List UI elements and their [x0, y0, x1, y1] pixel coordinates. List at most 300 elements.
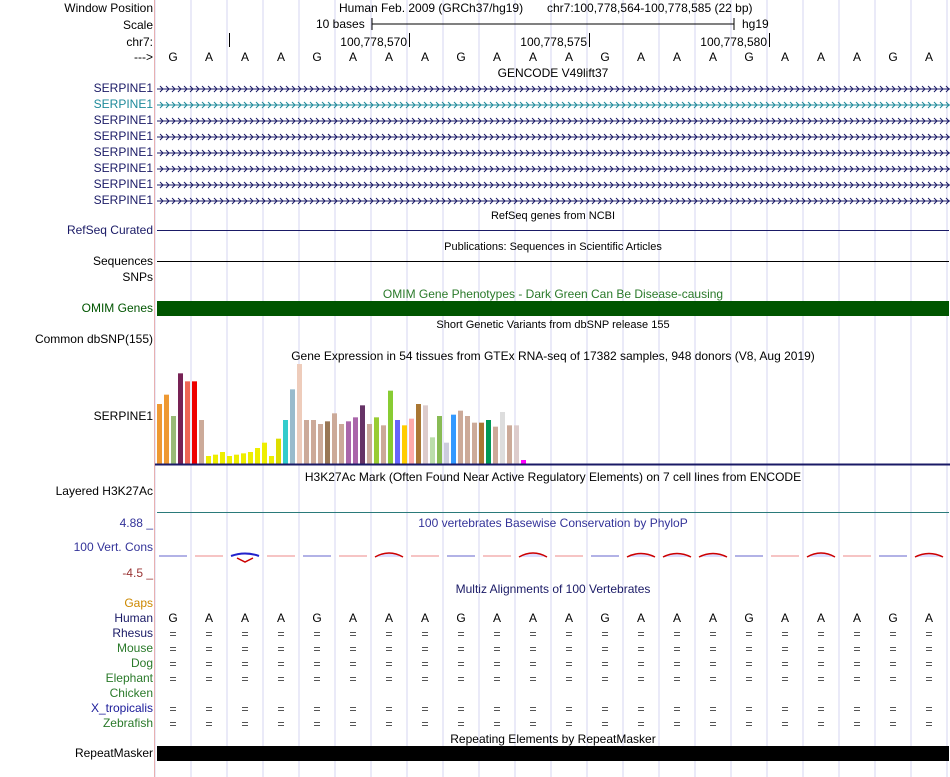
gtex-tissue-bar[interactable] [353, 417, 358, 464]
base-letter: G [456, 50, 466, 64]
match-mark [494, 635, 500, 636]
base-letter: A [384, 50, 393, 64]
match-mark [386, 632, 392, 633]
gtex-tissue-bar[interactable] [493, 427, 498, 464]
gtex-tissue-bar[interactable] [283, 420, 288, 464]
match-mark [566, 647, 572, 648]
match-mark [206, 725, 212, 726]
match-mark [818, 725, 824, 726]
gtex-tissue-bar[interactable] [430, 437, 435, 464]
gtex-tissue-bar[interactable] [465, 416, 470, 464]
phylop-peak [627, 554, 655, 558]
dbsnp-title: Short Genetic Variants from dbSNP release 155 [436, 319, 670, 331]
gtex-tissue-bar[interactable] [185, 381, 190, 464]
match-mark [710, 725, 716, 726]
match-mark [422, 725, 428, 726]
base-letter: A [204, 50, 213, 64]
scale-bar [370, 17, 736, 31]
gtex-tissue-bar[interactable] [262, 443, 267, 464]
base-letter: A [636, 50, 645, 64]
gtex-tissue-bar[interactable] [192, 381, 197, 464]
match-mark [746, 662, 752, 663]
gencode-gene-label[interactable]: SERPINE1 [93, 81, 153, 95]
match-mark [278, 647, 284, 648]
gtex-tissue-bar[interactable] [451, 415, 456, 464]
gtex-tissue-bar[interactable] [374, 417, 379, 464]
match-mark [566, 725, 572, 726]
match-mark [278, 662, 284, 663]
match-mark [782, 635, 788, 636]
match-mark [710, 635, 716, 636]
match-mark [854, 680, 860, 681]
gene-model[interactable] [157, 197, 950, 205]
match-mark [674, 725, 680, 726]
gtex-label[interactable]: SERPINE1 [93, 409, 153, 423]
match-mark [818, 677, 824, 678]
match-mark [674, 635, 680, 636]
match-mark [458, 650, 464, 651]
match-mark [710, 707, 716, 708]
match-mark [746, 722, 752, 723]
match-mark [170, 647, 176, 648]
match-mark [422, 635, 428, 636]
refseq-title: RefSeq genes from NCBI [490, 210, 616, 222]
gtex-tissue-bar[interactable] [479, 423, 484, 464]
match-mark [242, 707, 248, 708]
phylop-title: 100 vertebrates Basewise Conservation by PhyloP [418, 516, 688, 530]
match-mark [710, 665, 716, 666]
gencode-gene-label[interactable]: SERPINE1 [93, 129, 153, 143]
gene-model[interactable] [157, 149, 950, 157]
match-mark [746, 647, 752, 648]
coordinate-tick [589, 33, 590, 47]
gene-model[interactable] [157, 133, 950, 141]
match-mark [926, 680, 932, 681]
match-mark [710, 677, 716, 678]
match-mark [566, 710, 572, 711]
match-mark [710, 647, 716, 648]
match-mark [458, 680, 464, 681]
pubs-line [157, 261, 949, 262]
match-mark [602, 710, 608, 711]
match-mark [278, 707, 284, 708]
h3k27ac-label[interactable]: Layered H3K27Ac [55, 484, 153, 498]
match-mark [818, 635, 824, 636]
gene-model[interactable] [157, 117, 950, 125]
gtex-tissue-bar[interactable] [423, 405, 428, 464]
gtex-tissue-bar[interactable] [276, 439, 281, 464]
match-mark [458, 710, 464, 711]
match-mark [242, 725, 248, 726]
base-letter: G [600, 50, 610, 64]
base-letter: G [888, 50, 898, 64]
gtex-tissue-bar[interactable] [507, 425, 512, 464]
match-mark [458, 647, 464, 648]
match-mark [782, 632, 788, 633]
strand-label: ---> [134, 50, 153, 64]
match-mark [746, 725, 752, 726]
match-mark [278, 650, 284, 651]
gencode-gene-label[interactable]: SERPINE1 [93, 113, 153, 127]
match-mark [926, 650, 932, 651]
gtex-tissue-bar[interactable] [395, 420, 400, 464]
match-mark [386, 665, 392, 666]
phylop-max: 4.88 _ [119, 516, 153, 530]
match-mark [422, 632, 428, 633]
base-letter: A [276, 50, 285, 64]
match-mark [206, 707, 212, 708]
base-letter: A [492, 50, 501, 64]
match-mark [422, 710, 428, 711]
match-mark [710, 680, 716, 681]
match-mark [494, 650, 500, 651]
match-mark [386, 677, 392, 678]
match-mark [818, 680, 824, 681]
dbsnp-label[interactable]: Common dbSNP(155) [34, 332, 153, 346]
aligned-base: A [240, 611, 249, 625]
match-mark [458, 662, 464, 663]
gtex-tissue-bar[interactable] [486, 420, 491, 464]
match-mark [854, 650, 860, 651]
species-label[interactable]: X_tropicalis [90, 701, 153, 715]
aligned-base: A [348, 611, 357, 625]
species-label[interactable]: Zebrafish [102, 716, 153, 730]
gene-model[interactable] [157, 181, 950, 189]
match-mark [926, 632, 932, 633]
match-mark [242, 632, 248, 633]
base-letter: A [852, 50, 861, 64]
match-mark [206, 632, 212, 633]
match-mark [422, 665, 428, 666]
match-mark [602, 707, 608, 708]
gtex-tissue-bar[interactable] [318, 424, 323, 464]
match-mark [278, 722, 284, 723]
match-mark [530, 677, 536, 678]
gtex-tissue-bar[interactable] [255, 448, 260, 464]
chrom-label: chr7: [126, 35, 153, 49]
base-letter: A [348, 50, 357, 64]
match-mark [494, 680, 500, 681]
match-mark [926, 635, 932, 636]
match-mark [638, 710, 644, 711]
scale-label: Scale [122, 18, 153, 32]
gtex-tissue-bar[interactable] [227, 456, 232, 464]
species-label[interactable]: Elephant [105, 671, 153, 685]
aligned-base: A [780, 611, 789, 625]
gtex-tissue-bar[interactable] [416, 404, 421, 464]
gtex-tissue-bar[interactable] [164, 395, 169, 464]
match-mark [386, 635, 392, 636]
match-mark [170, 635, 176, 636]
gtex-tissue-bar[interactable] [311, 420, 316, 464]
aligned-base: G [888, 611, 898, 625]
match-mark [710, 722, 716, 723]
gtex-tissue-bar[interactable] [402, 425, 407, 464]
species-label[interactable]: Dog [130, 656, 153, 670]
gtex-tissue-bar[interactable] [234, 455, 239, 464]
match-mark [422, 722, 428, 723]
match-mark [170, 665, 176, 666]
gencode-gene-label[interactable]: SERPINE1 [93, 145, 153, 159]
match-mark [458, 707, 464, 708]
match-mark [782, 650, 788, 651]
window-position-value[interactable]: chr7:100,778,564-100,778,585 (22 bp) [547, 1, 753, 15]
base-letter: A [672, 50, 681, 64]
match-mark [854, 635, 860, 636]
aligned-base: G [456, 611, 466, 625]
match-mark [926, 677, 932, 678]
base-letter: A [420, 50, 429, 64]
match-mark [242, 680, 248, 681]
gtex-tissue-bar[interactable] [241, 453, 246, 464]
gaps-label: Gaps [124, 596, 153, 610]
gene-model[interactable] [157, 165, 950, 173]
match-mark [602, 665, 608, 666]
match-mark [530, 722, 536, 723]
match-mark [314, 650, 320, 651]
gtex-tissue-bar[interactable] [521, 460, 526, 464]
aligned-base: A [420, 611, 429, 625]
omim-title: OMIM Gene Phenotypes - Dark Green Can Be Disease-causing [382, 287, 724, 301]
phylop-peak [807, 553, 835, 557]
match-mark [890, 680, 896, 681]
match-mark [530, 665, 536, 666]
assembly-title: Human Feb. 2009 (GRCh37/hg19) [339, 1, 524, 15]
match-mark [854, 722, 860, 723]
match-mark [674, 650, 680, 651]
phylop-min: -4.5 _ [122, 566, 153, 580]
window-position-label: Window Position [64, 1, 153, 15]
gtex-tissue-bar[interactable] [388, 391, 393, 464]
match-mark [674, 662, 680, 663]
gencode-gene-label[interactable]: SERPINE1 [93, 161, 153, 175]
gtex-tissue-bar[interactable] [213, 455, 218, 464]
base-letter: A [528, 50, 537, 64]
match-mark [350, 662, 356, 663]
gtex-tissue-bar[interactable] [178, 373, 183, 464]
match-mark [530, 662, 536, 663]
match-mark [566, 662, 572, 663]
match-mark [422, 647, 428, 648]
pubs-label[interactable]: Sequences [92, 254, 153, 268]
omim-bar[interactable] [157, 301, 949, 316]
match-mark [818, 650, 824, 651]
species-label[interactable]: Mouse [116, 641, 153, 655]
match-mark [530, 632, 536, 633]
match-mark [890, 707, 896, 708]
gtex-tissue-bar[interactable] [409, 419, 414, 464]
match-mark [530, 707, 536, 708]
gtex-tissue-bar[interactable] [297, 364, 302, 464]
phylop-peak [663, 554, 691, 558]
match-mark [314, 710, 320, 711]
match-mark [350, 725, 356, 726]
aligned-base: A [492, 611, 501, 625]
gtex-tissue-bar[interactable] [472, 423, 477, 464]
gtex-tissue-bar[interactable] [500, 412, 505, 464]
match-mark [350, 650, 356, 651]
gtex-tissue-bar[interactable] [290, 389, 295, 464]
match-mark [314, 725, 320, 726]
coordinate-label: 100,778,580 [700, 35, 767, 49]
match-mark [530, 710, 536, 711]
aligned-base: A [924, 611, 933, 625]
gene-model[interactable] [157, 85, 950, 93]
match-mark [890, 635, 896, 636]
match-mark [170, 632, 176, 633]
match-mark [206, 677, 212, 678]
gencode-gene-label[interactable]: SERPINE1 [93, 193, 153, 207]
match-mark [782, 662, 788, 663]
match-mark [494, 632, 500, 633]
match-mark [638, 707, 644, 708]
match-mark [458, 632, 464, 633]
match-mark [602, 680, 608, 681]
gencode-gene-label[interactable]: SERPINE1 [93, 97, 153, 111]
match-mark [746, 665, 752, 666]
match-mark [242, 665, 248, 666]
match-mark [170, 722, 176, 723]
match-mark [926, 662, 932, 663]
gene-model[interactable] [157, 101, 950, 109]
match-mark [602, 632, 608, 633]
species-label[interactable]: Rhesus [112, 626, 153, 640]
gtex-tissue-bar[interactable] [304, 420, 309, 464]
match-mark [782, 677, 788, 678]
match-mark [386, 662, 392, 663]
match-mark [674, 707, 680, 708]
gtex-tissue-bar[interactable] [367, 424, 372, 464]
match-mark [854, 665, 860, 666]
match-mark [314, 722, 320, 723]
gtex-tissue-bar[interactable] [381, 425, 386, 464]
gtex-tissue-bar[interactable] [171, 416, 176, 464]
match-mark [602, 647, 608, 648]
match-mark [746, 710, 752, 711]
match-mark [674, 710, 680, 711]
gtex-tissue-bar[interactable] [514, 425, 519, 464]
omim-label[interactable]: OMIM Genes [81, 301, 153, 315]
match-mark [350, 677, 356, 678]
match-mark [206, 647, 212, 648]
gtex-tissue-bar[interactable] [332, 413, 337, 464]
match-mark [206, 662, 212, 663]
match-mark [242, 650, 248, 651]
match-mark [566, 650, 572, 651]
match-mark [350, 722, 356, 723]
match-mark [782, 710, 788, 711]
gtex-tissue-bar[interactable] [206, 456, 211, 464]
match-mark [818, 722, 824, 723]
match-mark [206, 722, 212, 723]
gtex-tissue-bar[interactable] [248, 452, 253, 464]
gtex-tissue-bar[interactable] [444, 443, 449, 464]
aligned-base: A [384, 611, 393, 625]
match-mark [710, 632, 716, 633]
gtex-tissue-bar[interactable] [199, 420, 204, 464]
repeatmasker-label[interactable]: RepeatMasker [74, 746, 153, 760]
refseq-label[interactable]: RefSeq Curated [66, 223, 153, 237]
gtex-tissue-bar[interactable] [339, 424, 344, 464]
refseq-line [157, 230, 949, 231]
match-mark [746, 650, 752, 651]
match-mark [602, 662, 608, 663]
phylop-plot[interactable] [155, 545, 950, 569]
match-mark [926, 707, 932, 708]
match-mark [818, 710, 824, 711]
gtex-tissue-bar[interactable] [458, 411, 463, 464]
match-mark [710, 662, 716, 663]
repeatmasker-bar[interactable] [157, 746, 949, 761]
match-mark [926, 647, 932, 648]
match-mark [602, 677, 608, 678]
aligned-base: A [528, 611, 537, 625]
match-mark [422, 650, 428, 651]
aligned-base: G [744, 611, 754, 625]
aligned-base: A [708, 611, 717, 625]
match-mark [674, 632, 680, 633]
match-mark [602, 722, 608, 723]
aligned-base: A [672, 611, 681, 625]
match-mark [890, 650, 896, 651]
match-mark [890, 647, 896, 648]
gtex-tissue-bar[interactable] [157, 404, 162, 464]
match-mark [278, 710, 284, 711]
match-mark [674, 722, 680, 723]
phylop-label[interactable]: 100 Vert. Cons [73, 540, 153, 554]
base-letter: G [312, 50, 322, 64]
species-label[interactable]: Chicken [109, 686, 153, 700]
gtex-tissue-bar[interactable] [220, 452, 225, 464]
match-mark [278, 680, 284, 681]
aligned-base: G [600, 611, 610, 625]
match-mark [854, 632, 860, 633]
match-mark [314, 680, 320, 681]
pubs-title: Publications: Sequences in Scientific Articles [444, 241, 662, 253]
match-mark [890, 665, 896, 666]
phylop-peak [915, 554, 943, 558]
match-mark [674, 665, 680, 666]
aligned-base: A [816, 611, 825, 625]
match-mark [206, 650, 212, 651]
multiz-title: Multiz Alignments of 100 Vertebrates [455, 582, 651, 596]
snps-label[interactable]: SNPs [122, 270, 153, 284]
match-mark [314, 632, 320, 633]
match-mark [782, 680, 788, 681]
base-letter: A [816, 50, 825, 64]
match-mark [314, 662, 320, 663]
match-mark [818, 707, 824, 708]
match-mark [458, 635, 464, 636]
gtex-tissue-bar[interactable] [269, 456, 274, 464]
match-mark [854, 662, 860, 663]
match-mark [566, 722, 572, 723]
gtex-tissue-bar[interactable] [325, 421, 330, 464]
match-mark [710, 650, 716, 651]
gtex-tissue-bar[interactable] [346, 421, 351, 464]
match-mark [350, 680, 356, 681]
match-mark [566, 635, 572, 636]
gtex-tissue-bar[interactable] [437, 416, 442, 464]
gtex-bar-chart[interactable] [155, 363, 950, 468]
gtex-tissue-bar[interactable] [360, 405, 365, 464]
match-mark [494, 647, 500, 648]
species-label[interactable]: Human [114, 611, 153, 625]
match-mark [818, 632, 824, 633]
match-mark [386, 725, 392, 726]
gencode-gene-label[interactable]: SERPINE1 [93, 177, 153, 191]
match-mark [566, 677, 572, 678]
